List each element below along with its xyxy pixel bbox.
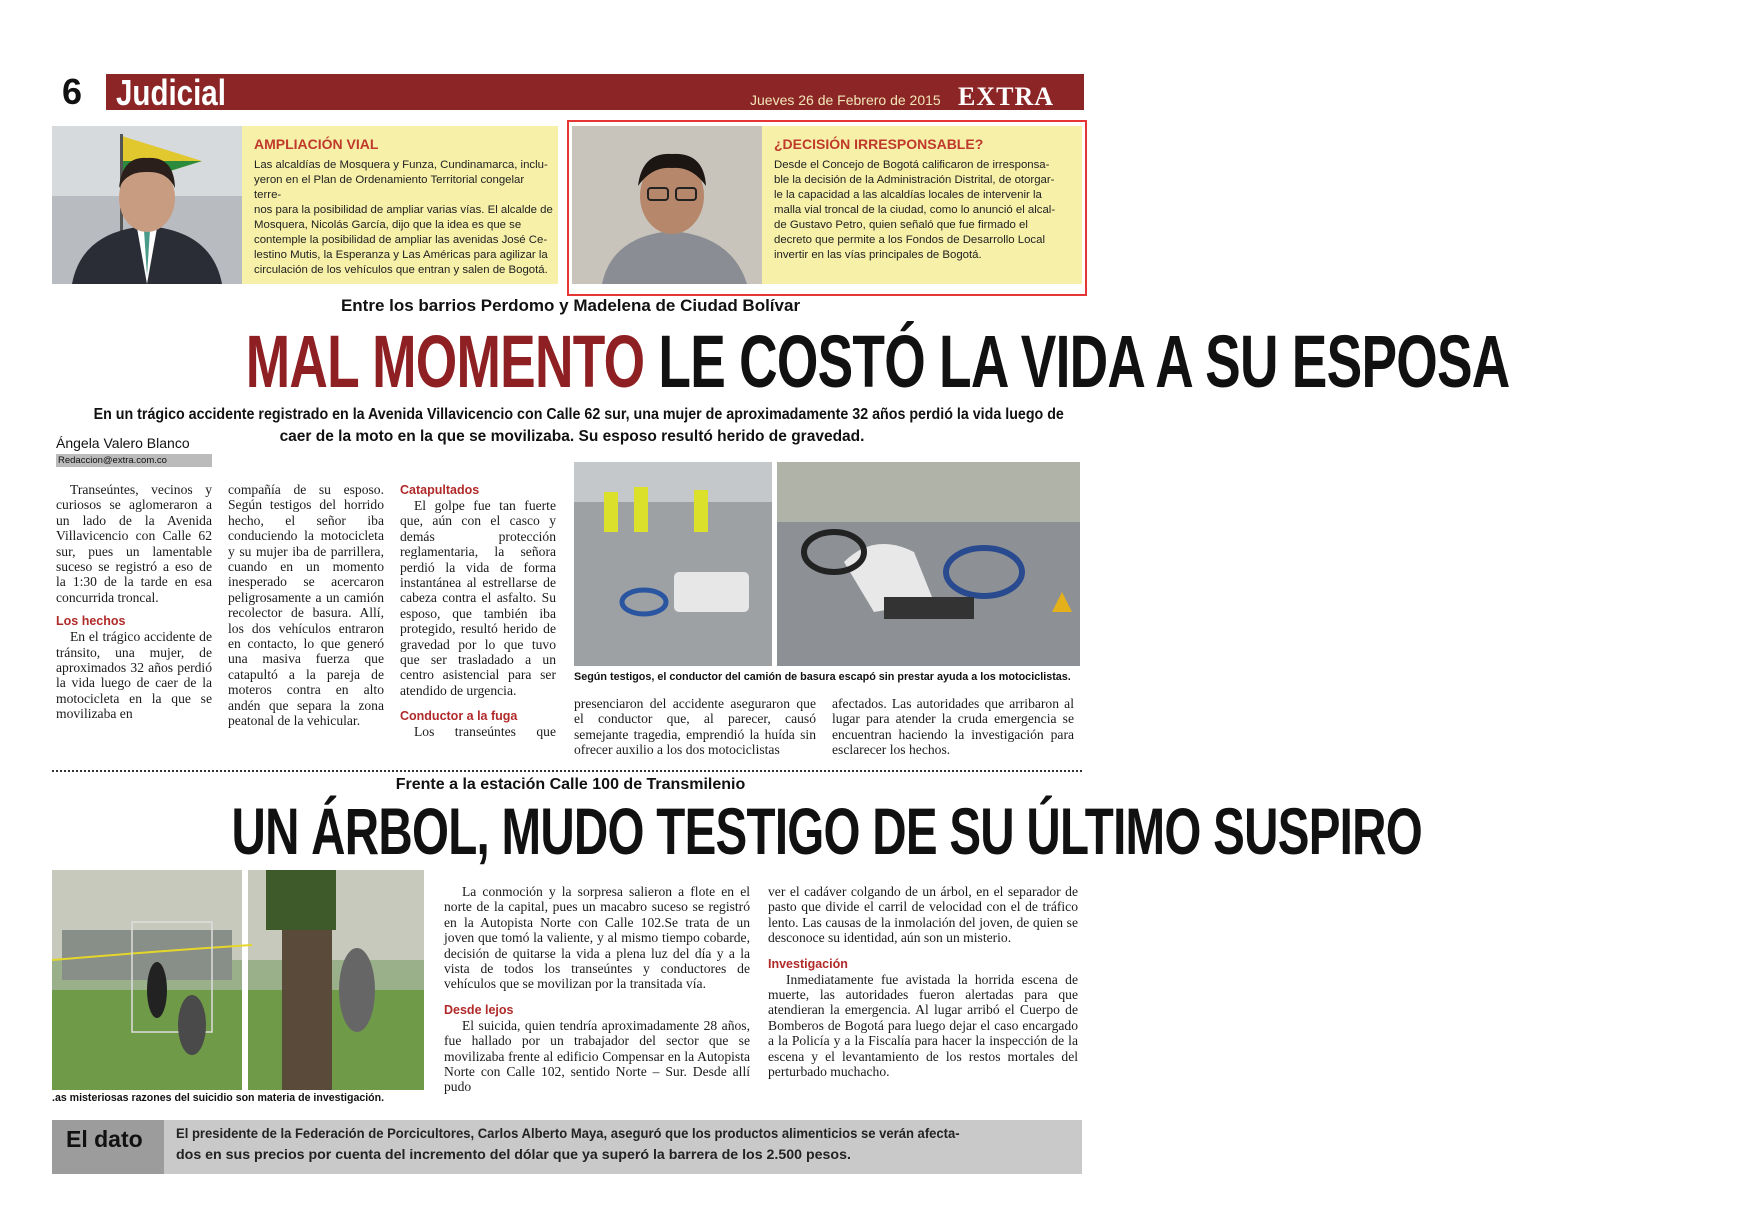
- petro-photo: [572, 126, 762, 284]
- page-number: 6: [62, 71, 83, 112]
- story1-kicker: Entre los barrios Perdomo y Madelena de Ciudad Bolívar: [340, 296, 801, 315]
- story2-kicker: Frente a la estación Calle 100 de Transmilenio: [395, 776, 746, 793]
- story1-col3: Catapultados El golpe fue tan fuerte que, aún con el casco y demás protección reglamentaria, la señora perdió la vida de forma instantánea al estrellarse de cabeza contra el asfalto. Su esposo, que también iba protegido, resultó herido de gravedad por lo que tuvo que ser trasladado a un centro asistencial para ser atendido de urgencia. Conductor a la fuga Los transeúntes que: [400, 483, 556, 740]
- subhead-catapultados: Catapultados: [400, 483, 480, 497]
- el-dato-label: El dato: [66, 1126, 143, 1152]
- mayor-photo: [52, 126, 242, 284]
- headline-red-part: MAL MOMENTO: [245, 320, 645, 403]
- accident-scene-icon: [574, 462, 1080, 666]
- story-divider: [52, 770, 1082, 772]
- tree-photo-caption: .as misteriosas razones del suicidio son materia de investigación.: [52, 1092, 385, 1104]
- accident-photo-caption: Según testigos, el conductor del camión de basura escapó sin prestar ayuda a los motociclistas.: [574, 671, 1071, 683]
- story1-headline: [0, 320, 1510, 403]
- subhead-los-hechos: Los hechos: [56, 614, 126, 629]
- box-right-title: ¿DECISIÓN IRRESPONSABLE?: [774, 136, 984, 152]
- author-email: Redaccion@extra.com.co: [56, 454, 212, 467]
- headline-black-part: LE COSTÓ LA VIDA A SU ESPOSA: [658, 320, 1510, 403]
- story1-col1: Transeúntes, vecinos y curiosos se aglomeraron a un lado de la Avenida Villavicencio con Calle 62 sur, pues un lamentable suceso se registró a eso de la 1:30 de la tarde en esa concurrida troncal. Los hechos En el trágico accidente de tránsito, una mujer, de aproximados 32 años perdió la vida luego de caer de la motocicleta en la que se movilizaba en: [56, 482, 212, 722]
- section-title: Judicial: [116, 72, 226, 113]
- author-name: Ángela Valero Blanco: [56, 435, 190, 451]
- accident-photo: [574, 462, 1080, 666]
- story2-col2: ver el cadáver colgando de un árbol, en el separador de pasto que divide el carril de velocidad con el de tráfico lento. Las causas de la inmolación del joven, de quien se desconoce su identidad, aún son un misterio. Investigación Inmediatamente fue avistada la horrida escena de muerte, las autoridades fueron alertadas para que atendieran la emergencia. Al lugar arribó el Cuerpo de Bomberos de Bogotá para luego dejar el caso encargado a la Policía y a la Fiscalía para hacer la inspección de la escena y el levantamiento de los restos mortales del perturbado muchacho.: [768, 884, 1078, 1080]
- story1-col2: compañía de su esposo. Según testigos del horrido hecho, el señor iba conduciendo la motocicleta y su mujer iba de parrillera, cuando en un momento inesperado se acercaron peligrosamente a un camión recolector de basura. Allí, los dos vehículos entraron en contacto, lo que generó una masiva fuerza que catapultó a la pareja de moteros contra en alto andén que separa la zona peatonal de la vehicular.: [228, 482, 384, 729]
- subhead-conductor-fuga: Conductor a la fuga: [400, 709, 518, 724]
- box-left-title: AMPLIACIÓN VIAL: [254, 136, 379, 152]
- story2-headline-wrap: [0, 794, 1422, 868]
- subhead-desde-lejos: Desde lejos: [444, 1002, 514, 1017]
- story1-lead: En un trágico accidente registrado en la Avenida Villavicencio con Calle 62 sur, una mujer de aproximadamente 32 años perdió la vida luego de caer de la moto en la que se movilizaba. Su esposo resultó herido de gravedad.: [93, 406, 1064, 445]
- story1-col5: afectados. Las autoridades que arribaron al lugar para atender la cruda emergencia se encuentran haciendo la investigación para esclarecer los hechos.: [832, 696, 1074, 758]
- box-right-text: Desde el Concejo de Bogotá calificaron de irresponsa- ble la decisión de la Administración Distrital, de otorgar- le la capacidad a las alcaldías locales de intervenir la malla vial troncal de la ciudad, como lo anunció el alcal- de Gustavo Petro, quien señaló que fue firmado el decreto que permite a los Fondos de Desarrollo Local invertir en las vías principales de Bogotá.: [774, 159, 1056, 261]
- mayor-portrait-icon: [52, 126, 242, 284]
- story2-headline: UN ÁRBOL, MUDO TESTIGO DE SU ÚLTIMO SUSPIRO: [231, 794, 1422, 868]
- subhead-investigacion: Investigación: [768, 956, 848, 971]
- story1-col4: presenciaron del accidente aseguraron que el conductor que, al parecer, causó semejante tragedia, emprendió la huída sin ofrecer auxilio a los dos motociclistas: [574, 696, 816, 758]
- el-dato-text: El presidente de la Federación de Porcicultores, Carlos Alberto Maya, aseguró que los productos alimenticios se verán afecta- dos en sus precios por cuenta del incremento del dólar que ya superó la barrera de los 2.500 pesos.: [176, 1126, 960, 1163]
- tree-scene-icon: [52, 870, 424, 1090]
- newspaper-logo: EXTRA: [958, 82, 1055, 111]
- box-left-text: Las alcaldías de Mosquera y Funza, Cundinamarca, inclu- yeron en el Plan de Ordenamiento Territorial congelar terre- nos para la posibilidad de ampliar varias vías. El alcalde de Mosquera, Nicolás García, dijo que la idea es que se contemple la posibilidad de ampliar las avenidas José Ce- lestino Mutis, la Esperanza y Las Américas para agilizar la circulación de los vehículos que entran y salen de Bogotá.: [254, 159, 553, 276]
- petro-portrait-icon: [572, 126, 762, 284]
- story2-col1: La conmoción y la sorpresa salieron a flote en el norte de la capital, pues un macabro suceso se registró en la Autopista Norte con Calle 102.Se trata de un joven que tomó la valiente, y al mismo tiempo cobarde, decisión de quitarse la vida a plena luz del día y a la vista de todos los transeúntes y conductores de vehículos que se movilizan por la transitada vía. Desde lejos El suicida, quien tendría aproximadamente 28 años, fue hallado por un trabajador del sector que se movilizaba frente al edificio Compensar en la Autopista Norte con Calle 102, sentido Norte – Sur. Desde allí pudo: [444, 884, 750, 1095]
- issue-date: Jueves 26 de Febrero de 2015: [750, 92, 941, 108]
- tree-photo: [52, 870, 424, 1090]
